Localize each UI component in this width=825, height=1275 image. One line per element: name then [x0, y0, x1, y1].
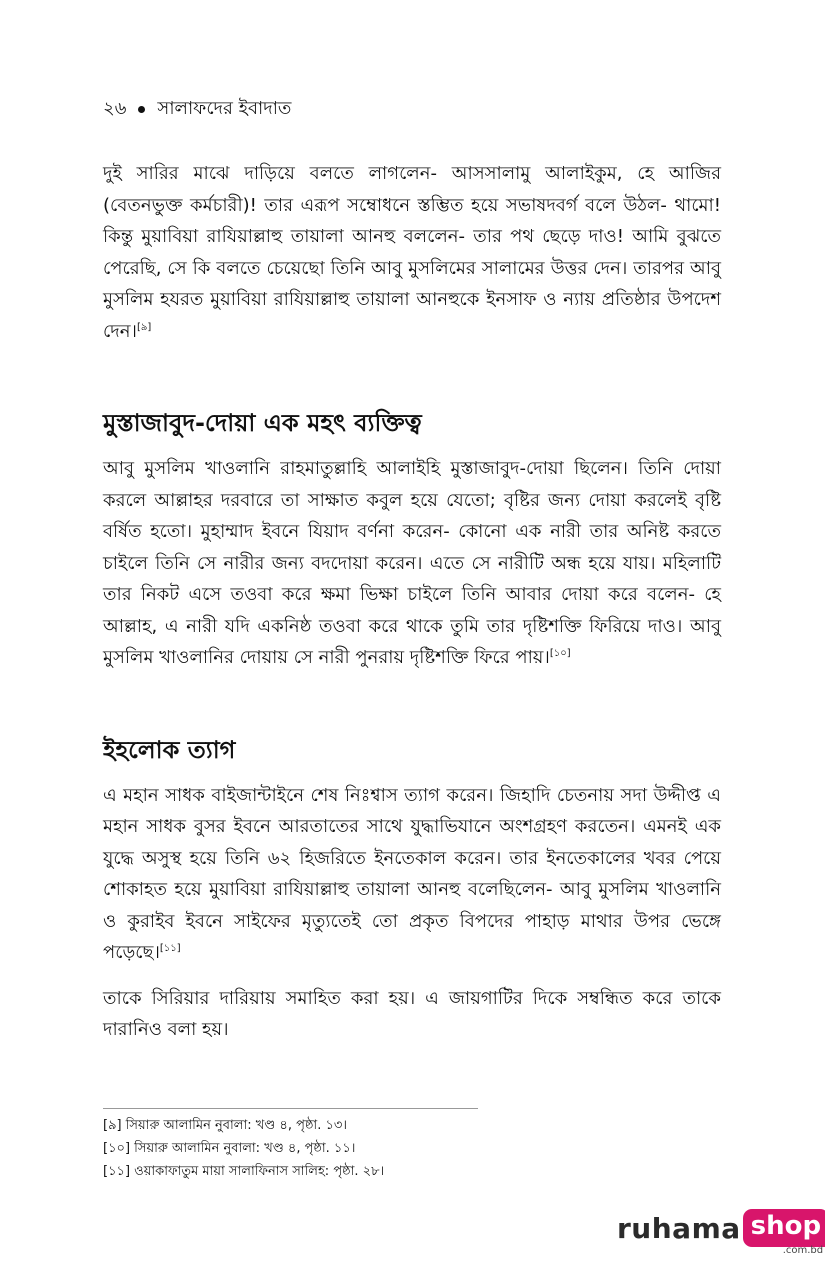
paragraph-text: আবু মুসলিম খাওলানি রাহমাতুল্লাহি আলাইহি মুস্তাজাবুদ-দোয়া ছিলেন। তিনি দোয়া করলে আল্লাহর দরবারে তা সাক্ষাত কবুল হয়ে যেতো; বৃষ্টির জন্য দোয়া করলেই বৃষ্টি বর্ষিত হতো। মুহাম্মাদ ইবনে যিয়াদ বর্ণনা করেন- কোনো এক নারী তার অনিষ্ট করতে চাইলে তিনি সে নারীর জন্য বদদোয়া করেন। এতে সে নারীটি অন্ধ হয়ে যায়। মহিলাটি তার নিকট এসে তওবা করে ক্ষমা ভিক্ষা চাইলে তিনি আবার দোয়া করে বলেন- হে আল্লাহ, এ নারী যদি একনিষ্ঠ তওবা করে থাকে তুমি তার দৃষ্টিশক্তি ফিরিয়ে দাও। আবু মুসলিম খাওলানির দোয়ায় সে নারী পুনরায় দৃষ্টিশক্তি ফিরে পায়। [103, 458, 721, 668]
ruhamashop-logo [617, 1209, 825, 1256]
paragraph-text: এ মহান সাধক বাইজান্টাইনে শেষ নিঃশ্বাস ত্যাগ করেন। জিহাদি চেতনায় সদা উদ্দীপ্ত এ মহান সাধক বুসর ইবনে আরতাতের সাথে যুদ্ধাভিযানে অংশগ্রহণ করতেন। এমনই এক যুদ্ধে অসুস্থ হয়ে তিনি ৬২ হিজরিতে ইনতেকাল করেন। তার ইনতেকালের খবর পেয়ে শোকাহত হয়ে মুয়াবিয়া রাযিয়াল্লাহু তায়ালা আনহু বলেছিলেন- আবু মুসলিম খাওলানি ও কুরাইব ইবনে সাইফের মৃত্যুতেই তো প্রকৃত বিপদের পাহাড় মাথার উপর ভেঙ্গে পড়েছে। [103, 784, 721, 963]
paragraph-1 [103, 158, 721, 347]
footnote-ref-10[interactable]: [১০] [549, 648, 571, 659]
section-heading-death: ইহলোক ত্যাগ [103, 735, 236, 764]
paragraph-2 [103, 453, 721, 674]
running-title: সালাফদের ইবাদাত [157, 98, 292, 119]
paragraph-text: তাকে সিরিয়ার দারিয়ায় সমাহিত করা হয়। এ জায়গাটির দিকে সম্বন্ধিত করে তাকে দারানিও বলা হয়। [103, 987, 721, 1040]
logo-badge: shop [743, 1209, 825, 1247]
footnote-ref-11[interactable]: [১১] [159, 943, 181, 954]
footnote-11: [১১] ওয়াকাফাতুম মায়া সালাফিনাস সালিহ: পৃষ্ঠা. ২৮। [103, 1164, 385, 1179]
section-heading-mustajab: মুস্তাজাবুদ-দোয়া এক মহৎ ব্যক্তিত্ব [103, 409, 422, 437]
bullet-separator [138, 106, 145, 113]
footnote-9: [৯] সিয়ারু আলামিন নুবালা: খণ্ড ৪, পৃষ্ঠা. ১৩। [103, 1118, 347, 1133]
logo-domain: .com.bd [782, 1245, 824, 1256]
footnote-10: [১০] সিয়ারু আলামিন নুবালা: খণ্ড ৪, পৃষ্ঠা. ১১। [103, 1141, 356, 1156]
page-body [103, 158, 721, 1046]
paragraph-4 [103, 983, 721, 1046]
running-head [103, 94, 291, 125]
paragraph-text: দুই সারির মাঝে দাড়িয়ে বলতে লাগলেন- আসসালামু আলাইকুম, হে আজির (বেতনভুক্ত কর্মচারী)! তার এরূপ সম্বোধনে স্তম্ভিত হয়ে সভাষদবর্গ বলে উঠল- থামো! কিন্তু মুয়াবিয়া রাযিয়াল্লাহু তায়ালা আনহু বললেন- তার পথ ছেড়ে দাও! আমি বুঝতে পেরেছি, সে কি বলতে চেয়েছো তিনি আবু মুসলিমের সালামের উত্তর দেন। তারপর আবু মুসলিম হযরত মুয়াবিয়া রাযিয়াল্লাহু তায়ালা আনহুকে ইনসাফ ও ন্যায় প্রতিষ্ঠার উপদেশ দেন। [103, 163, 721, 342]
page-number: ২৬ [103, 98, 127, 119]
footnotes [103, 1114, 384, 1183]
footnote-ref-9[interactable]: [৯] [136, 321, 152, 333]
footnote-divider [103, 1108, 478, 1109]
paragraph-3 [103, 780, 721, 969]
logo-word: ruhama [617, 1211, 741, 1245]
